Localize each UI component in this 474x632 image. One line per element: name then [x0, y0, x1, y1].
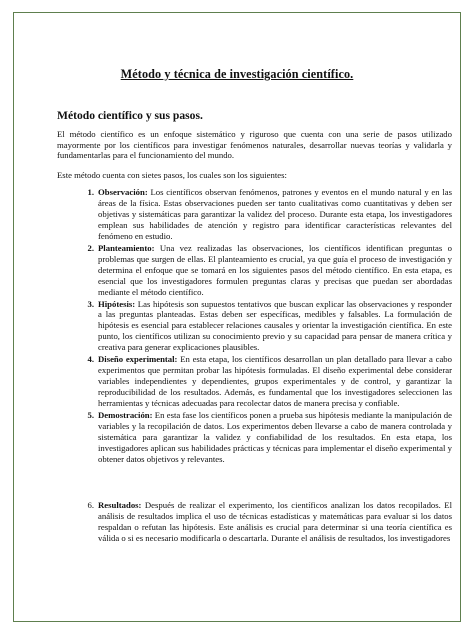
document-title: Método y técnica de investigación científico.	[120, 67, 354, 81]
section-heading: Método científico y sus pasos.	[57, 109, 203, 122]
step-label: Hipótesis:	[98, 298, 136, 309]
list-item	[57, 500, 452, 544]
step-number: 5.	[87, 410, 94, 421]
step-text: Las hipótesis son supuestos tentativos que buscan explicar las observaciones y responder a las preguntas planteadas. Estas deben ser específicas, medibles y falsables. La formulación de hipótesis es esencial para establecer relaciones causales y orientar la investigación científica. En este punto, los científicos utilizan su conocimiento previo y su capacidad para pensar de manera crítica y creativa para generar explicaciones plausibles.	[98, 298, 452, 353]
step-label: Planteamiento:	[98, 242, 155, 253]
list-item	[57, 410, 452, 465]
list-item	[57, 187, 452, 242]
step-body	[98, 243, 452, 298]
step-number: 6.	[87, 499, 94, 510]
list-item	[57, 299, 452, 354]
step-label: Demostración:	[98, 410, 153, 421]
step-number: 4.	[87, 354, 94, 365]
step-text: Una vez realizadas las observaciones, los científicos identifican preguntas o problemas que surgen de ellas. El planteamiento es crucial, ya que guía el proceso de investigación y determina el enfoque que se tomará en los siguientes pasos del método científico. En esta etapa, es esencial que los investigadores formulen preguntas claras y precisas que puedan ser abordadas mediante el método científico.	[98, 242, 452, 297]
step-number: 2.	[87, 242, 94, 253]
step-body	[98, 187, 452, 242]
step-text: En esta etapa, los científicos desarrollan un plan detallado para llevar a cabo experimentos que permitan probar las hipótesis formuladas. El diseño experimental debe considerar variables independientes y dependientes, grupos experimentales y de control, y garantizar la reproducibilidad de los resultados. Además, es fundamental que los investigadores seleccionen las herramientas y técnicas adecuadas para recolectar datos de manera precisa y confiable.	[98, 354, 452, 409]
page-frame	[13, 12, 461, 622]
step-body	[98, 299, 452, 354]
steps-list	[57, 187, 452, 545]
step-number: 1.	[87, 187, 94, 197]
lead-sentence: Este método cuenta con sietes pasos, los cuales son los siguientes:	[57, 170, 287, 180]
step-label: Observación:	[98, 187, 148, 197]
intro-paragraph: El método científico es un enfoque sistemático y riguroso que cuenta con una serie de pasos utilizado mayormente por los científicos para investigar fenómenos naturales, desarrollar nuevas teorías y validarla y fundamentarlas para el funcionamiento del mundo.	[57, 129, 452, 161]
step-text: Los científicos observan fenómenos, patrones y eventos en el mundo natural y en las áreas de la física. Estas observaciones pueden ser tanto cualitativas como cuantitativas y deben ser objetivas y sistemáticas para garantizar la validez del proceso. Durante esta etapa, los investigadores emplean sus habilidades de atención y registro para identificar características relevantes del fenómeno en estudio.	[98, 187, 452, 241]
step-label: Diseño experimental:	[98, 354, 178, 365]
step-body	[98, 500, 452, 544]
step-text: Después de realizar el experimento, los científicos analizan los datos recopilados. El análisis de resultados implica el uso de técnicas estadísticas y matemáticas para evaluar si los datos respaldan o refutan las hipótesis. Este análisis es crucial para determinar si una teoría científica es válida o si es necesario modificarla o descartarla. Durante el análisis de resultados, los investigadores	[98, 499, 452, 543]
step-label: Resultados:	[98, 499, 142, 510]
step-body	[98, 410, 452, 465]
step-body	[98, 354, 452, 409]
step-text: En esta fase los científicos ponen a prueba sus hipótesis mediante la manipulación de variables y la recopilación de datos. Los experimentos deben llevarse a cabo de manera controlada y sistemática para garantizar la validez y confiabilidad de los resultados. En esta etapa, los investigadores aplican sus habilidades prácticas y técnicas para implementar el diseño experimental y obtener datos objetivos y relevantes.	[98, 410, 452, 464]
step-number: 3.	[87, 298, 94, 309]
list-item	[57, 243, 452, 298]
list-item	[57, 354, 452, 409]
